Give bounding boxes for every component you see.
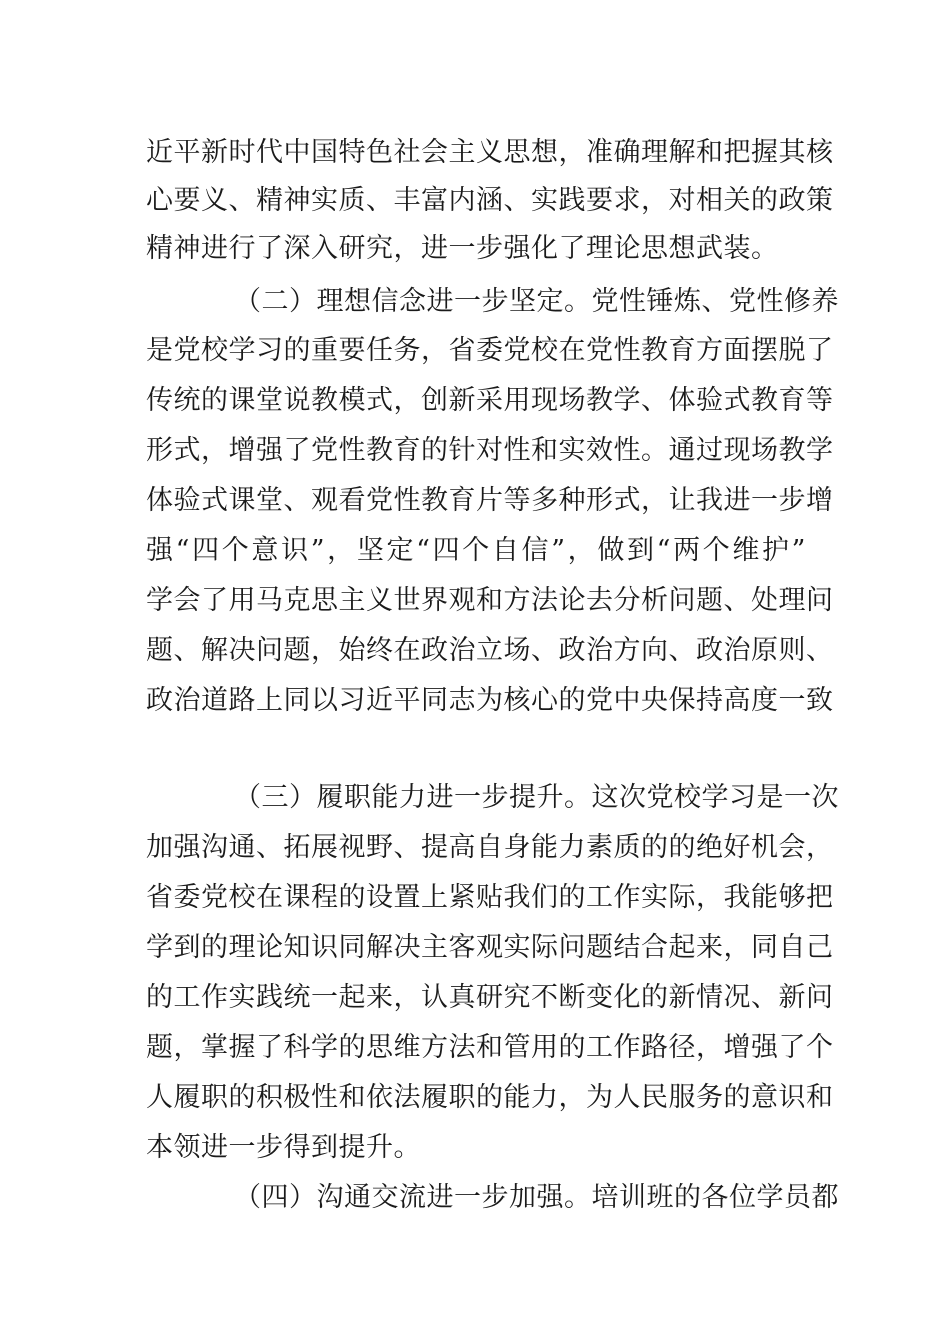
paragraph-heading-2: （二）理想信念进一步坚定。党性锤炼、党性修养 — [234, 286, 839, 317]
text-line: 政治道路上同以习近平同志为核心的党中央保持高度一致 — [146, 685, 834, 716]
text-line: 精神进行了深入研究，进一步强化了理论思想武装。 — [146, 233, 779, 264]
text-line: 省委党校在课程的设置上紧贴我们的工作实际，我能够把 — [146, 882, 834, 913]
paragraph-heading-4: （四）沟通交流进一步加强。培训班的各位学员都 — [234, 1182, 839, 1213]
text-line: 传统的课堂说教模式，创新采用现场教学、体验式教育等 — [146, 385, 834, 416]
text-line: 的工作实践统一起来，认真研究不断变化的新情况、新问 — [146, 982, 834, 1013]
text-line: 学到的理论知识同解决主客观实际问题结合起来，同自己 — [146, 932, 834, 963]
text-line: 体验式课堂、观看党性教育片等多种形式，让我进一步增 — [146, 485, 834, 516]
text-line: 本领进一步得到提升。 — [146, 1132, 421, 1163]
text-line: 题、解决问题，始终在政治立场、政治方向、政治原则、 — [146, 635, 834, 666]
text-line: 题，掌握了科学的思维方法和管用的工作路径，增强了个 — [146, 1032, 834, 1063]
text-line: 是党校学习的重要任务，省委党校在党性教育方面摆脱了 — [146, 335, 834, 366]
text-line: 强“四个意识”，坚定“四个自信”，做到“两个维护” — [146, 535, 806, 566]
paragraph-heading-3: （三）履职能力进一步提升。这次党校学习是一次 — [234, 782, 839, 813]
text-line: 学会了用马克思主义世界观和方法论去分析问题、处理问 — [146, 585, 834, 616]
text-line: 近平新时代中国特色社会主义思想，准确理解和把握其核 — [146, 137, 834, 168]
text-line: 人履职的积极性和依法履职的能力，为人民服务的意识和 — [146, 1082, 834, 1113]
text-line: 加强沟通、拓展视野、提高自身能力素质的的绝好机会， — [146, 832, 834, 863]
text-line: 心要义、精神实质、丰富内涵、实践要求，对相关的政策 — [146, 185, 834, 216]
text-line: 形式，增强了党性教育的针对性和实效性。通过现场教学 — [146, 435, 834, 466]
